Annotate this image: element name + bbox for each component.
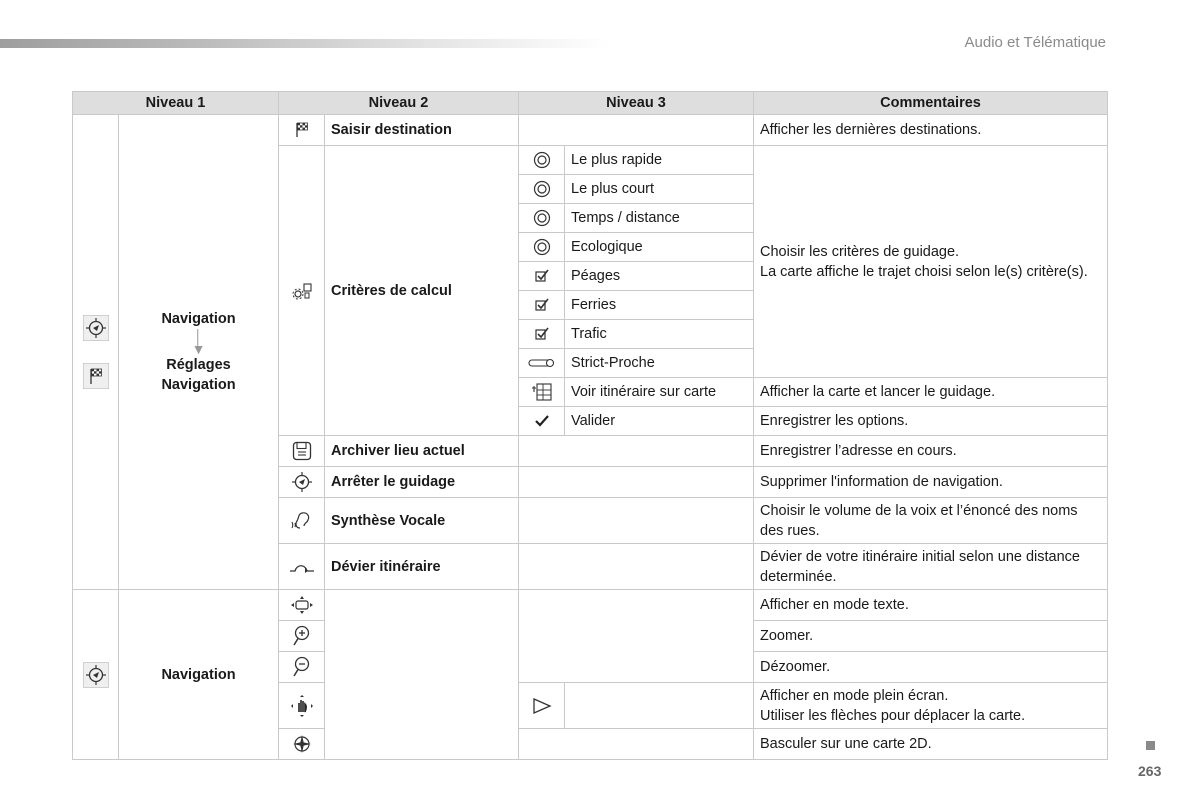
option-label[interactable]: Ferries	[565, 291, 754, 320]
saisir-destination-icon-cell	[279, 115, 325, 146]
radio-button-icon[interactable]	[533, 209, 551, 227]
synthese-label[interactable]: Synthèse Vocale	[325, 498, 519, 544]
hand-pan-icon[interactable]	[289, 694, 315, 718]
radio-button-icon[interactable]	[533, 151, 551, 169]
empty-cell	[565, 683, 754, 729]
option-label[interactable]: Strict-Proche	[565, 349, 754, 378]
checkbox-icon[interactable]	[534, 268, 550, 284]
archiver-label[interactable]: Archiver lieu actuel	[325, 436, 519, 467]
option-label[interactable]: Ecologique	[565, 233, 754, 262]
valider-label[interactable]: Valider	[565, 407, 754, 436]
level1-navigation-label: Navigation	[119, 590, 279, 760]
save-icon[interactable]	[292, 441, 312, 461]
criteres-comment: Choisir les critères de guidage. La carte affiche le trajet choisi selon le(s) critère(s).	[754, 146, 1108, 378]
checkmark-icon[interactable]	[535, 414, 549, 428]
empty-cell	[519, 467, 754, 498]
navigation-target-icon	[83, 315, 109, 341]
checkbox-icon[interactable]	[534, 297, 550, 313]
text-mode-arrows-icon[interactable]	[289, 595, 315, 615]
arreter-comment: Supprimer l'information de navigation.	[754, 467, 1108, 498]
header-decorative-bar	[0, 39, 610, 48]
radio-icon-cell	[519, 146, 565, 175]
page-marker	[1146, 741, 1155, 750]
voir-itineraire-comment: Afficher la carte et lancer le guidage.	[754, 378, 1108, 407]
voice-icon[interactable]	[290, 510, 314, 532]
empty-cell	[519, 590, 754, 683]
header-commentaires: Commentaires	[754, 92, 1108, 115]
option-label[interactable]: Le plus court	[565, 175, 754, 204]
section-title: Audio et Télématique	[964, 34, 1106, 51]
arreter-label[interactable]: Arrêter le guidage	[325, 467, 519, 498]
detour-icon[interactable]	[289, 560, 315, 574]
group2-comment: Afficher en mode plein écran. Utiliser les flèches pour déplacer la carte.	[754, 683, 1108, 729]
checkered-flag-icon[interactable]	[293, 121, 311, 139]
option-label[interactable]: Le plus rapide	[565, 146, 754, 175]
level1-label-cell	[119, 115, 279, 590]
option-label[interactable]: Péages	[565, 262, 754, 291]
navigation-target-icon	[83, 662, 109, 688]
criteres-icon-cell	[279, 146, 325, 436]
header-niveau-1: Niveau 1	[73, 92, 279, 115]
empty-cell	[519, 436, 754, 467]
option-label[interactable]: Trafic	[565, 320, 754, 349]
group2-comment: Dézoomer.	[754, 652, 1108, 683]
empty-cell	[519, 498, 754, 544]
zoom-out-icon[interactable]	[292, 656, 312, 678]
radio-button-icon[interactable]	[533, 180, 551, 198]
devier-comment: Dévier de votre itinéraire initial selon une distance determinée.	[754, 544, 1108, 590]
archiver-comment: Enregistrer l’adresse en cours.	[754, 436, 1108, 467]
zoom-in-icon[interactable]	[292, 625, 312, 647]
level1-icons-cell	[73, 115, 119, 590]
header-niveau-2: Niveau 2	[279, 92, 519, 115]
checkbox-icon[interactable]	[534, 326, 550, 342]
compass-icon[interactable]	[289, 732, 315, 756]
radio-button-icon[interactable]	[533, 238, 551, 256]
group2-comment: Zoomer.	[754, 621, 1108, 652]
devier-label[interactable]: Dévier itinéraire	[325, 544, 519, 590]
play-triangle-icon[interactable]	[532, 697, 552, 715]
group2-comment: Afficher en mode texte.	[754, 590, 1108, 621]
level1-reglages-label: Réglages Navigation	[161, 357, 236, 393]
voir-itineraire-label[interactable]: Voir itinéraire sur carte	[565, 378, 754, 407]
header-niveau-3: Niveau 3	[519, 92, 754, 115]
valider-comment: Enregistrer les options.	[754, 407, 1108, 436]
route-settings-icon[interactable]	[291, 281, 313, 301]
option-label[interactable]: Temps / distance	[565, 204, 754, 233]
empty-cell	[519, 544, 754, 590]
navigation-menu-table	[72, 91, 1108, 760]
saisir-destination-label[interactable]: Saisir destination	[325, 115, 519, 146]
empty-cell	[519, 115, 754, 146]
saisir-destination-comment: Afficher les dernières destinations.	[754, 115, 1108, 146]
empty-cell	[519, 729, 754, 760]
table-row	[73, 115, 1108, 146]
page-number: 263	[1138, 763, 1162, 779]
empty-cell	[325, 590, 519, 760]
map-route-icon[interactable]	[531, 382, 553, 402]
synthese-comment: Choisir le volume de la voix et l’énoncé des noms des rues.	[754, 498, 1108, 544]
table-row	[73, 590, 1108, 621]
checkered-flag-icon	[83, 363, 109, 389]
criteres-calcul-label[interactable]: Critères de calcul	[325, 146, 519, 436]
level1-navigation-label: Navigation	[161, 311, 236, 327]
slider-icon[interactable]	[528, 357, 556, 369]
arrow-down-icon: │ ▼	[191, 329, 206, 357]
navigation-target-icon[interactable]	[290, 470, 314, 494]
group2-comment: Basculer sur une carte 2D.	[754, 729, 1108, 760]
